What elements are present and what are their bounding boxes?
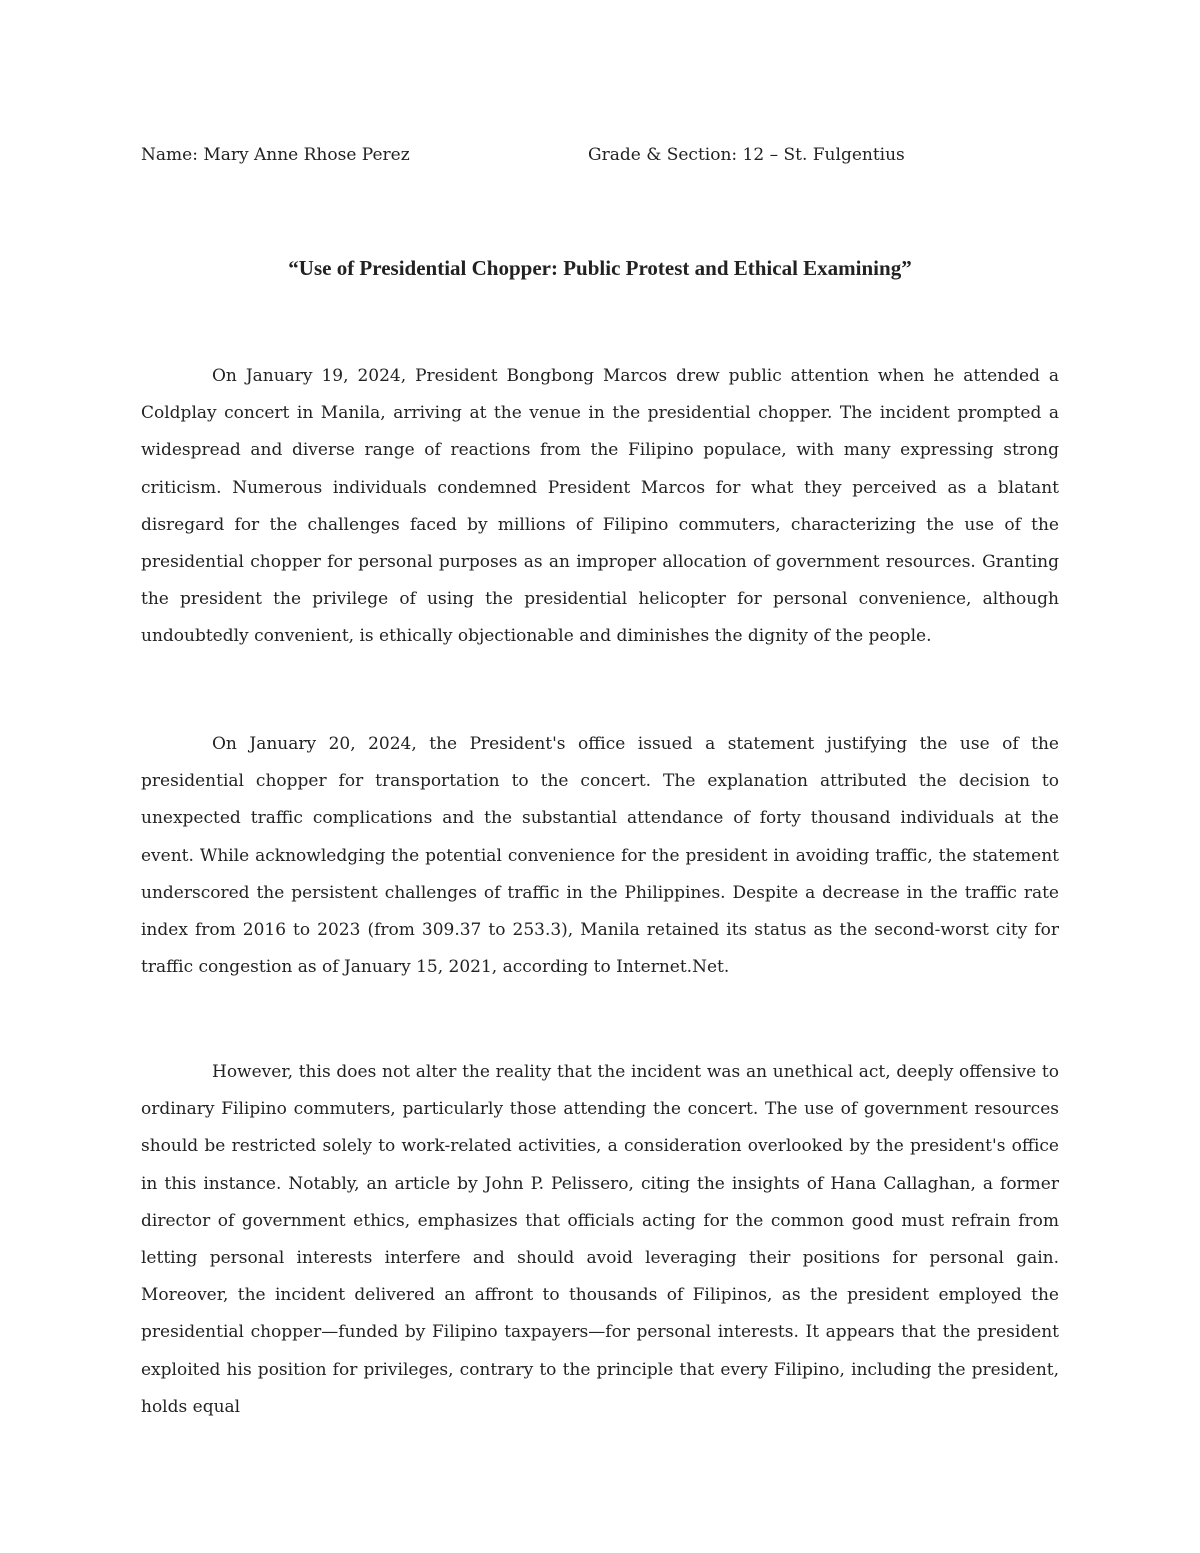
student-name: Name: Mary Anne Rhose Perez bbox=[141, 145, 410, 165]
paragraph-3: However, this does not alter the reality that the incident was an unethical act, deeply offensive to ordinary Filipino commuters, particularly those attending the concert. The use of government resources should be restricted solely to work-related activities, a consideration overlooked by the president's office in this instance. Notably, an article by John P. Pelissero, citing the insights of Hana Callaghan, a former director of government ethics, emphasizes that officials acting for the common good must refrain from letting personal interests interfere and should avoid leveraging their positions for personal gain. Moreover, the incident delivered an affront to thousands of Filipinos, as the president employed the presidential chopper—funded by Filipino taxpayers—for personal interests. It appears that the president exploited his position for privileges, contrary to the principle that every Filipino, including the president, holds equal bbox=[141, 1062, 1059, 1417]
paragraph-2: On January 20, 2024, the President's office issued a statement justifying the use of the presidential chopper for transportation to the concert. The explanation attributed the decision to unexpected traffic complications and the substantial attendance of forty thousand individuals at the event. While acknowledging the potential convenience for the president in avoiding traffic, the statement underscored the persistent challenges of traffic in the Philippines. Despite a decrease in the traffic rate index from 2016 to 2023 (from 309.37 to 253.3), Manila retained its status as the second-worst city for traffic congestion as of January 15, 2021, according to Internet.Net. bbox=[141, 734, 1059, 978]
header-line bbox=[141, 142, 1061, 168]
paragraph-1: On January 19, 2024, President Bongbong Marcos drew public attention when he attended a Coldplay concert in Manila, arriving at the venue in the presidential chopper. The incident prompted a widespread and diverse range of reactions from the Filipino populace, with many expressing strong criticism. Numerous individuals condemned President Marcos for what they perceived as a blatant disregard for the challenges faced by millions of Filipino commuters, characterizing the use of the presidential chopper for personal purposes as an improper allocation of government resources. Granting the president the privilege of using the presidential helicopter for personal convenience, although undoubtedly convenient, is ethically objectionable and diminishes the dignity of the people. bbox=[141, 366, 1059, 647]
essay-title: “Use of Presidential Chopper: Public Protest and Ethical Examining” bbox=[288, 256, 912, 280]
grade-section: Grade & Section: 12 – St. Fulgentius bbox=[588, 145, 905, 165]
